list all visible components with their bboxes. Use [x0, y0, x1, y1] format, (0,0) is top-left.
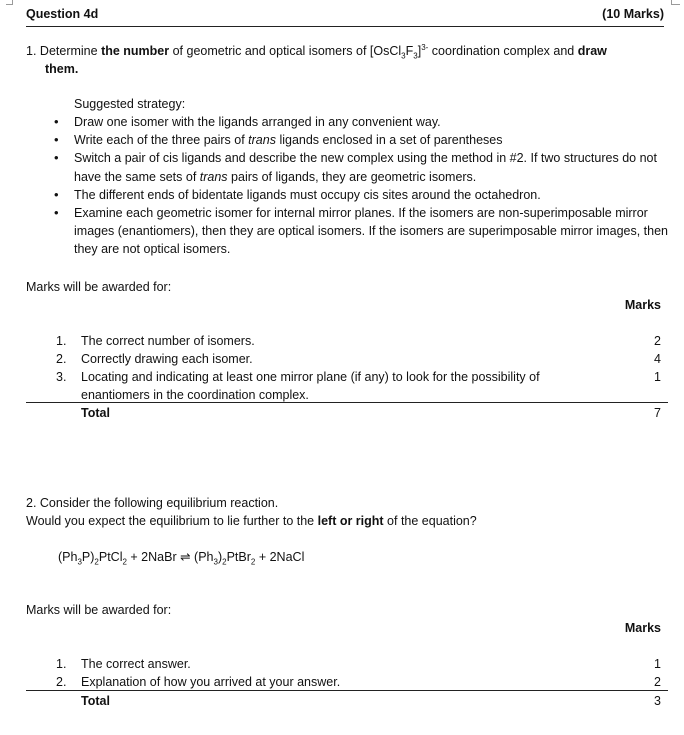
q1-criterion-row: 3. Locating and indicating at least one mirror plane (if any) to look for the possibility of 1 — [56, 370, 661, 384]
q2-total-rule — [26, 690, 668, 691]
page-corner-mark-left — [6, 0, 13, 5]
q1-criterion-row: 2. Correctly drawing each isomer. 4 — [56, 352, 661, 366]
q2-criterion-row: 2. Explanation of how you arrived at your answer. 2 — [56, 675, 661, 689]
q1-prompt-line2: them. — [45, 62, 79, 76]
q1-prompt-text-a: Determine — [39, 44, 102, 58]
q1-total-row: Total 7 — [81, 406, 661, 420]
q1-marks-header: Marks — [624, 298, 661, 312]
q1-subscript-1: 3 — [401, 51, 406, 61]
q1-total-rule — [26, 402, 668, 403]
page-corner-mark-right — [671, 0, 680, 5]
question-header — [26, 6, 664, 27]
q1-prompt-bold-a: the number — [101, 44, 170, 58]
strategy-bullet-3: • Switch a pair of cis ligands and describe the new complex using the method in #2. If two structures do not have the same sets of trans pairs of ligands, they are geometric isomers. — [74, 149, 674, 185]
q1-prompt-text-c: of geometric and optical isomers of [OsCl — [169, 44, 402, 58]
q1-number: 1. — [26, 44, 37, 58]
strategy-title: Suggested strategy: — [74, 97, 186, 111]
q1-marks-intro: Marks will be awarded for: — [26, 280, 172, 294]
equilibrium-arrow-icon: ⇌ — [180, 550, 191, 564]
q1-prompt-text-d: F — [405, 44, 414, 58]
strategy-bullet-1: • Draw one isomer with the ligands arranged in any convenient way. — [74, 113, 674, 131]
q1-criterion-row: 1. The correct number of isomers. 2 — [56, 334, 661, 348]
q1-prompt-line1 — [26, 42, 607, 60]
q2-line1: 2. Consider the following equilibrium reaction. — [26, 496, 279, 510]
q2-total-row: Total 3 — [81, 694, 661, 708]
q1-prompt-text-f: coordination complex and — [428, 44, 578, 58]
q2-line2: Would you expect the equilibrium to lie further to the left or right of the equation? — [26, 514, 477, 528]
q1-prompt-text-e: ] — [417, 44, 422, 58]
q2-equation: $(Ph_3P)_2PtCl_2$ + 2NaBr ⇌ $(Ph_3)_2PtBr_2$ + 2NaCl — [58, 550, 305, 567]
q2-marks-intro: Marks will be awarded for: — [26, 603, 172, 617]
strategy-bullet-2: • Write each of the three pairs of trans ligands enclosed in a set of parentheses — [74, 131, 674, 149]
q1-subscript-2: 3 — [413, 51, 418, 61]
strategy-list — [74, 113, 674, 259]
q1-prompt-bold-g: draw — [577, 44, 607, 58]
q2-marks-header: Marks — [624, 621, 661, 635]
q1-superscript-charge: 3- — [421, 42, 429, 52]
question-title: Question 4d — [26, 7, 99, 21]
strategy-bullet-5: • Examine each geometric isomer for internal mirror planes. If the isomers are non-superimposable mirror images (enantiomers), then they are optical isomers. If the isomers are superimposable mirror images, then they are not optical isomers. — [74, 204, 674, 259]
question-marks: (10 Marks) — [602, 7, 664, 21]
q2-criterion-row: 1. The correct answer. 1 — [56, 657, 661, 671]
strategy-bullet-4: • The different ends of bidentate ligands must occupy cis sites around the octahedron. — [74, 186, 674, 204]
q1-criterion-row-continuation: enantiomers in the coordination complex. — [81, 388, 309, 402]
